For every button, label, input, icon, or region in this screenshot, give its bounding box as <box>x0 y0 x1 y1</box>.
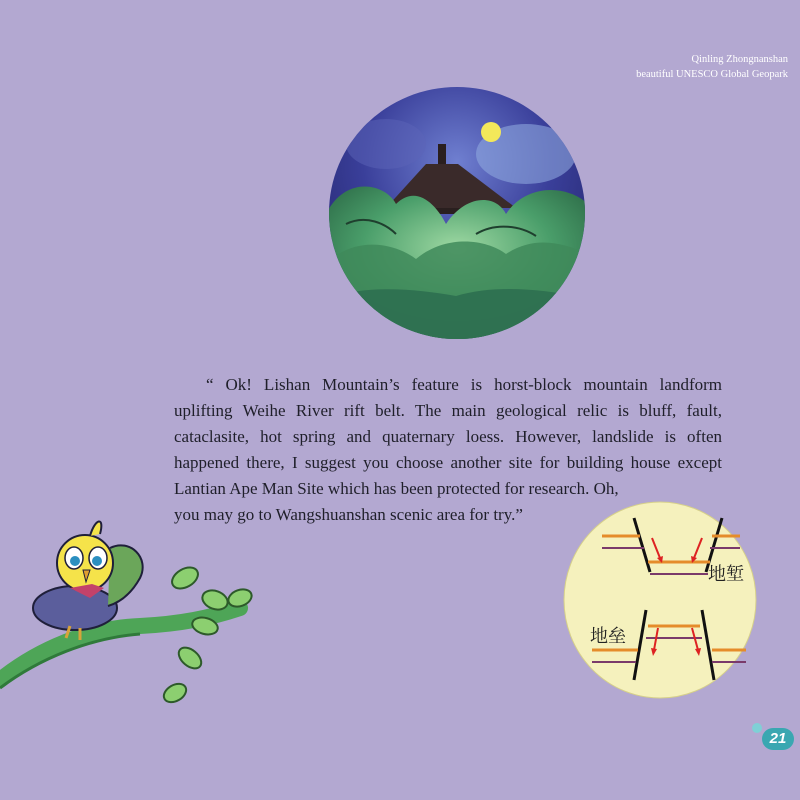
horst-graben-diagram <box>562 500 758 700</box>
leaf-icon <box>161 563 254 706</box>
book-header <box>636 52 788 82</box>
story-text: “ Ok! Lishan Mountain’s feature is horst-block mountain landform uplifting Weihe River rift belt. The main geological relic is bluff, fault, cataclasite, hot spring and quaternary loess. However, landslide is often happened there, I suggest you choose another site for building house except Lantian Ape Man Site which has been protected for research. Oh, <box>174 375 722 498</box>
moon-icon <box>481 122 501 142</box>
page-number-dot <box>752 723 762 733</box>
header-line-1: Qinling Zhongnanshan <box>691 54 788 65</box>
story-last-line: you may go to Wangshuanshan scenic area for try.” <box>174 505 523 524</box>
page-number: 21 <box>762 728 794 750</box>
bird-on-branch-illustration <box>0 508 262 718</box>
graben-label: 地堑 <box>708 564 744 585</box>
horst-label: 地垒 <box>590 626 626 647</box>
pavilion-night-illustration <box>326 84 588 342</box>
header-line-2: beautiful UNESCO Global Geopark <box>636 69 788 80</box>
